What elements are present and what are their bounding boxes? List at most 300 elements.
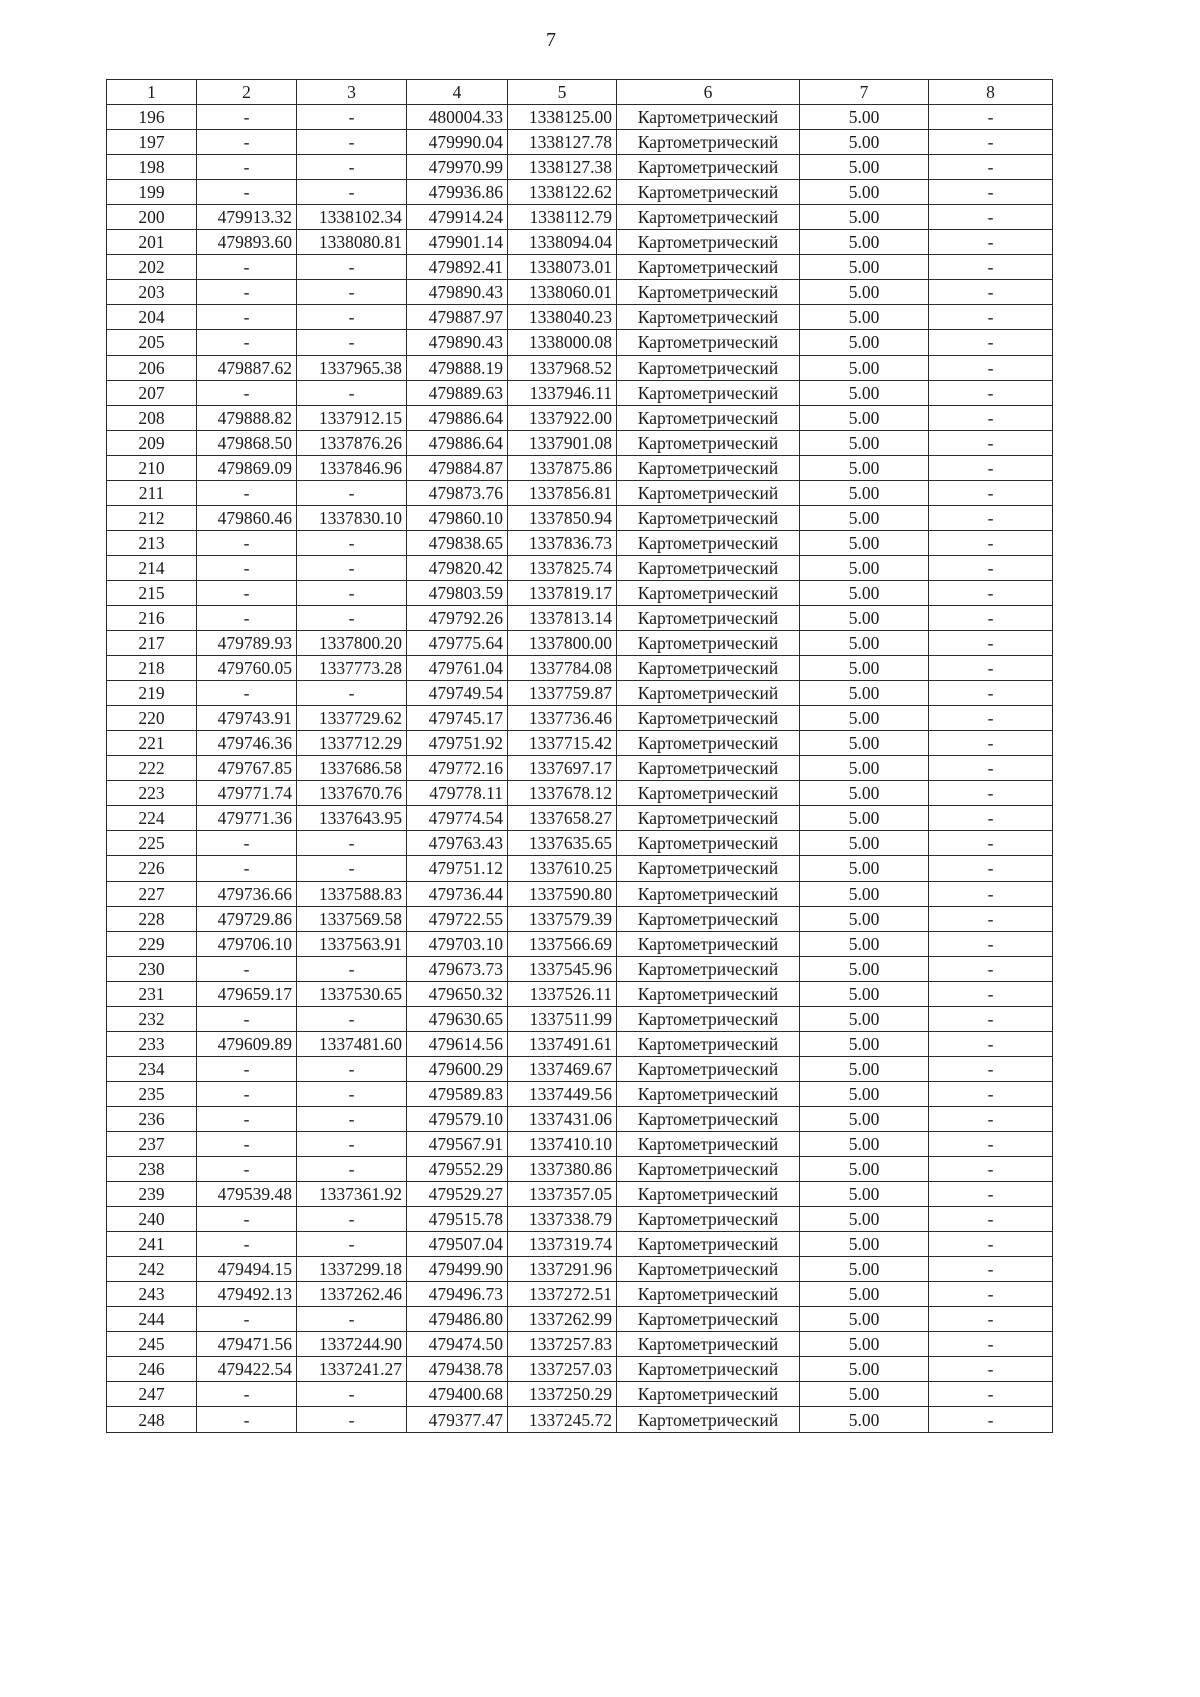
table-cell: 1337968.52 — [508, 355, 617, 380]
table-cell: 1338094.04 — [508, 230, 617, 255]
table-cell: - — [929, 656, 1053, 681]
table-cell: 222 — [107, 756, 197, 781]
table-cell: - — [929, 781, 1053, 806]
table-cell: 1337338.79 — [508, 1207, 617, 1232]
table-cell: 479901.14 — [407, 230, 508, 255]
table-row — [107, 205, 1053, 230]
table-cell: 479936.86 — [407, 180, 508, 205]
table-cell: 479729.86 — [197, 906, 297, 931]
table-cell: - — [929, 455, 1053, 480]
table-cell: - — [197, 530, 297, 555]
table-cell: 1338080.81 — [297, 230, 407, 255]
table-cell: 223 — [107, 781, 197, 806]
table-cell: Картометрический — [617, 1407, 800, 1432]
table-row — [107, 756, 1053, 781]
table-row — [107, 230, 1053, 255]
table-row — [107, 280, 1053, 305]
table-cell: Картометрический — [617, 931, 800, 956]
table-cell: Картометрический — [617, 130, 800, 155]
table-cell: 479600.29 — [407, 1056, 508, 1081]
table-row — [107, 1382, 1053, 1407]
table-cell: - — [297, 130, 407, 155]
table-cell: 1337670.76 — [297, 781, 407, 806]
table-cell: 479869.09 — [197, 455, 297, 480]
table-cell: - — [197, 605, 297, 630]
table-cell: 5.00 — [800, 1332, 929, 1357]
table-cell: - — [929, 1332, 1053, 1357]
table-cell: 1338127.78 — [508, 130, 617, 155]
table-cell: - — [929, 756, 1053, 781]
table-cell: 1337380.86 — [508, 1157, 617, 1182]
table-cell: 215 — [107, 580, 197, 605]
table-cell: 5.00 — [800, 1106, 929, 1131]
table-cell: 5.00 — [800, 180, 929, 205]
table-cell: Картометрический — [617, 1157, 800, 1182]
table-cell: 5.00 — [800, 1006, 929, 1031]
table-cell: - — [929, 1182, 1053, 1207]
table-cell: 5.00 — [800, 155, 929, 180]
table-cell: - — [197, 480, 297, 505]
table-row — [107, 1031, 1053, 1056]
table-cell: 479860.46 — [197, 505, 297, 530]
table-row — [107, 105, 1053, 130]
table-cell: - — [929, 1257, 1053, 1282]
table-cell: 1337736.46 — [508, 706, 617, 731]
table-cell: - — [929, 555, 1053, 580]
table-cell: 5.00 — [800, 105, 929, 130]
table-row — [107, 455, 1053, 480]
table-cell: - — [929, 180, 1053, 205]
table-cell: 479771.36 — [197, 806, 297, 831]
table-row — [107, 881, 1053, 906]
table-cell: - — [929, 430, 1053, 455]
table-cell: - — [197, 856, 297, 881]
table-cell: 1337800.20 — [297, 631, 407, 656]
table-cell: 5.00 — [800, 1407, 929, 1432]
table-cell: 1337846.96 — [297, 455, 407, 480]
table-cell: - — [297, 1106, 407, 1131]
table-cell: Картометрический — [617, 1382, 800, 1407]
table-cell: 5.00 — [800, 405, 929, 430]
table-cell: Картометрический — [617, 330, 800, 355]
table-cell: 479609.89 — [197, 1031, 297, 1056]
table-cell: 240 — [107, 1207, 197, 1232]
table-cell: 238 — [107, 1157, 197, 1182]
table-cell: 5.00 — [800, 305, 929, 330]
table-cell: 1337579.39 — [508, 906, 617, 931]
table-cell: 234 — [107, 1056, 197, 1081]
table-cell: - — [297, 1407, 407, 1432]
table-cell: Картометрический — [617, 205, 800, 230]
column-header-3: 3 — [297, 80, 407, 105]
table-cell: - — [929, 305, 1053, 330]
table-cell: - — [929, 605, 1053, 630]
table-cell: 1337291.96 — [508, 1257, 617, 1282]
table-cell: Картометрический — [617, 831, 800, 856]
table-cell: 1338125.00 — [508, 105, 617, 130]
table-row — [107, 1357, 1053, 1382]
table-cell: - — [929, 881, 1053, 906]
table-row — [107, 1307, 1053, 1332]
table-row — [107, 731, 1053, 756]
table-row — [107, 1081, 1053, 1106]
table-cell: 1337262.99 — [508, 1307, 617, 1332]
table-cell: 212 — [107, 505, 197, 530]
table-cell: - — [297, 1382, 407, 1407]
table-cell: - — [929, 330, 1053, 355]
table-cell: 211 — [107, 480, 197, 505]
table-row — [107, 1157, 1053, 1182]
table-cell: - — [929, 1307, 1053, 1332]
table-cell: - — [297, 831, 407, 856]
table-cell: Картометрический — [617, 1131, 800, 1156]
table-row — [107, 1182, 1053, 1207]
table-cell: 5.00 — [800, 1257, 929, 1282]
table-cell: 247 — [107, 1382, 197, 1407]
table-cell: 5.00 — [800, 656, 929, 681]
table-cell: 479792.26 — [407, 605, 508, 630]
table-cell: 1337712.29 — [297, 731, 407, 756]
table-cell: - — [197, 330, 297, 355]
table-cell: 5.00 — [800, 906, 929, 931]
table-row — [107, 706, 1053, 731]
table-cell: 1337257.03 — [508, 1357, 617, 1382]
table-cell: 479893.60 — [197, 230, 297, 255]
table-cell: 206 — [107, 355, 197, 380]
column-header-7: 7 — [800, 80, 929, 105]
table-cell: 479774.54 — [407, 806, 508, 831]
table-cell: 243 — [107, 1282, 197, 1307]
table-cell: 479803.59 — [407, 580, 508, 605]
table-cell: 1337257.83 — [508, 1332, 617, 1357]
table-cell: 5.00 — [800, 455, 929, 480]
table-cell: 231 — [107, 981, 197, 1006]
table-cell: 5.00 — [800, 731, 929, 756]
table-cell: - — [929, 480, 1053, 505]
table-cell: 1337361.92 — [297, 1182, 407, 1207]
table-cell: 479494.15 — [197, 1257, 297, 1282]
table-cell: Картометрический — [617, 681, 800, 706]
table-cell: - — [197, 681, 297, 706]
table-cell: 479722.55 — [407, 906, 508, 931]
table-cell: 205 — [107, 330, 197, 355]
table-cell: - — [297, 1006, 407, 1031]
table-cell: 479499.90 — [407, 1257, 508, 1282]
table-row — [107, 355, 1053, 380]
table-cell: - — [297, 555, 407, 580]
table-cell: 5.00 — [800, 1157, 929, 1182]
table-cell: - — [929, 1131, 1053, 1156]
table-cell: 1337876.26 — [297, 430, 407, 455]
table-cell: 479736.44 — [407, 881, 508, 906]
table-cell: 242 — [107, 1257, 197, 1282]
table-cell: 213 — [107, 530, 197, 555]
table-cell: 230 — [107, 956, 197, 981]
table-cell: - — [929, 580, 1053, 605]
table-cell: - — [297, 856, 407, 881]
table-cell: - — [197, 1407, 297, 1432]
table-cell: - — [929, 530, 1053, 555]
table-cell: 1337635.65 — [508, 831, 617, 856]
table-cell: 248 — [107, 1407, 197, 1432]
table-cell: Картометрический — [617, 1332, 800, 1357]
table-cell: 479438.78 — [407, 1357, 508, 1382]
table-row — [107, 605, 1053, 630]
table-cell: 199 — [107, 180, 197, 205]
table-cell: Картометрический — [617, 605, 800, 630]
table-cell: 5.00 — [800, 330, 929, 355]
table-cell: 5.00 — [800, 1207, 929, 1232]
table-cell: - — [929, 130, 1053, 155]
table-cell: - — [929, 1232, 1053, 1257]
table-cell: Картометрический — [617, 956, 800, 981]
table-cell: 479887.62 — [197, 355, 297, 380]
table-cell: 479892.41 — [407, 255, 508, 280]
table-cell: 216 — [107, 605, 197, 630]
table-cell: Картометрический — [617, 1081, 800, 1106]
table-cell: 479471.56 — [197, 1332, 297, 1357]
table-cell: 5.00 — [800, 756, 929, 781]
table-cell: 202 — [107, 255, 197, 280]
table-cell: 1337511.99 — [508, 1006, 617, 1031]
column-header-1: 1 — [107, 80, 197, 105]
table-cell: Картометрический — [617, 1282, 800, 1307]
table-cell: 479890.43 — [407, 280, 508, 305]
table-cell: Картометрический — [617, 455, 800, 480]
table-cell: 5.00 — [800, 881, 929, 906]
table-cell: - — [297, 180, 407, 205]
table-cell: - — [197, 1131, 297, 1156]
table-cell: - — [297, 956, 407, 981]
table-cell: 479746.36 — [197, 731, 297, 756]
table-cell: - — [929, 255, 1053, 280]
table-cell: Картометрический — [617, 1182, 800, 1207]
table-cell: 480004.33 — [407, 105, 508, 130]
table-cell: 1337697.17 — [508, 756, 617, 781]
table-cell: 479889.63 — [407, 380, 508, 405]
table-cell: - — [197, 130, 297, 155]
table-cell: - — [929, 956, 1053, 981]
table-cell: 1337469.67 — [508, 1056, 617, 1081]
table-cell: 1337588.83 — [297, 881, 407, 906]
table-cell: Картометрический — [617, 1357, 800, 1382]
table-cell: 1337825.74 — [508, 555, 617, 580]
table-cell: 5.00 — [800, 555, 929, 580]
table-row — [107, 781, 1053, 806]
table-row — [107, 856, 1053, 881]
table-cell: Картометрический — [617, 305, 800, 330]
table-cell: - — [297, 255, 407, 280]
table-cell: 229 — [107, 931, 197, 956]
table-row — [107, 981, 1053, 1006]
table-cell: Картометрический — [617, 1307, 800, 1332]
table-cell: - — [297, 1207, 407, 1232]
table-cell: 221 — [107, 731, 197, 756]
table-cell: Картометрический — [617, 656, 800, 681]
table-cell: - — [197, 1232, 297, 1257]
table-row — [107, 631, 1053, 656]
table-row — [107, 1282, 1053, 1307]
table-cell: Картометрический — [617, 180, 800, 205]
table-row — [107, 505, 1053, 530]
table-cell: - — [297, 1157, 407, 1182]
table-cell: 479990.04 — [407, 130, 508, 155]
table-cell: 479914.24 — [407, 205, 508, 230]
table-cell: Картометрический — [617, 731, 800, 756]
table-cell: 479913.32 — [197, 205, 297, 230]
table-cell: - — [197, 1006, 297, 1031]
table-cell: - — [929, 1407, 1053, 1432]
table-cell: 479888.82 — [197, 405, 297, 430]
table-cell: 1338122.62 — [508, 180, 617, 205]
column-header-6: 6 — [617, 80, 800, 105]
table-cell: 1337245.72 — [508, 1407, 617, 1432]
table-row — [107, 330, 1053, 355]
table-cell: - — [197, 380, 297, 405]
table-cell: 479749.54 — [407, 681, 508, 706]
table-cell: - — [297, 380, 407, 405]
table-cell: Картометрический — [617, 555, 800, 580]
table-cell: 197 — [107, 130, 197, 155]
table-cell: - — [197, 1106, 297, 1131]
table-cell: - — [297, 480, 407, 505]
table-row — [107, 405, 1053, 430]
table-cell: 228 — [107, 906, 197, 931]
table-row — [107, 1332, 1053, 1357]
table-cell: - — [297, 1131, 407, 1156]
table-cell: 5.00 — [800, 631, 929, 656]
table-cell: - — [929, 806, 1053, 831]
table-cell: 1337272.51 — [508, 1282, 617, 1307]
table-cell: 5.00 — [800, 530, 929, 555]
table-cell: 1337526.11 — [508, 981, 617, 1006]
table-cell: 479552.29 — [407, 1157, 508, 1182]
table-cell: Картометрический — [617, 505, 800, 530]
table-cell: 479422.54 — [197, 1357, 297, 1382]
table-cell: 217 — [107, 631, 197, 656]
table-cell: 1337431.06 — [508, 1106, 617, 1131]
table-header — [107, 80, 1053, 105]
table-cell: 236 — [107, 1106, 197, 1131]
table-cell: - — [929, 681, 1053, 706]
table-cell: 5.00 — [800, 1357, 929, 1382]
table-cell: 1337830.10 — [297, 505, 407, 530]
table-cell: 479886.64 — [407, 430, 508, 455]
table-cell: - — [929, 1382, 1053, 1407]
table-row — [107, 1056, 1053, 1081]
table-cell: 479659.17 — [197, 981, 297, 1006]
table-cell: 479751.12 — [407, 856, 508, 881]
table-cell: Картометрический — [617, 756, 800, 781]
table-cell: - — [297, 1056, 407, 1081]
table-cell: - — [929, 631, 1053, 656]
table-row — [107, 931, 1053, 956]
table-cell: - — [197, 155, 297, 180]
table-cell: - — [929, 706, 1053, 731]
table-cell: - — [929, 205, 1053, 230]
table-cell: 209 — [107, 430, 197, 455]
table-cell: - — [297, 681, 407, 706]
table-cell: - — [297, 1232, 407, 1257]
table-cell: - — [197, 956, 297, 981]
table-cell: 237 — [107, 1131, 197, 1156]
table-cell: 479888.19 — [407, 355, 508, 380]
table-cell: - — [929, 1031, 1053, 1056]
column-header-8: 8 — [929, 80, 1053, 105]
table-cell: - — [197, 280, 297, 305]
table-cell: 1337729.62 — [297, 706, 407, 731]
table-cell: 5.00 — [800, 956, 929, 981]
table-cell: 479515.78 — [407, 1207, 508, 1232]
table-cell: Картометрический — [617, 405, 800, 430]
table-cell: Картометрический — [617, 430, 800, 455]
table-cell: 1337836.73 — [508, 530, 617, 555]
table-cell: 1337686.58 — [297, 756, 407, 781]
table-cell: 1337563.91 — [297, 931, 407, 956]
table-cell: - — [929, 731, 1053, 756]
table-cell: 1337875.86 — [508, 455, 617, 480]
table-cell: 5.00 — [800, 981, 929, 1006]
table-cell: 1337491.61 — [508, 1031, 617, 1056]
table-row — [107, 1257, 1053, 1282]
table-cell: 5.00 — [800, 806, 929, 831]
table-cell: 225 — [107, 831, 197, 856]
table-cell: - — [929, 1006, 1053, 1031]
table-row — [107, 1232, 1053, 1257]
table-cell: 5.00 — [800, 706, 929, 731]
table-cell: 1337569.58 — [297, 906, 407, 931]
table-row — [107, 1106, 1053, 1131]
table-row — [107, 656, 1053, 681]
table-cell: 226 — [107, 856, 197, 881]
table-cell: 1338112.79 — [508, 205, 617, 230]
table-cell: - — [929, 1157, 1053, 1182]
table-cell: 479751.92 — [407, 731, 508, 756]
table-cell: 210 — [107, 455, 197, 480]
table-cell: 479736.66 — [197, 881, 297, 906]
table-cell: 204 — [107, 305, 197, 330]
table-cell: 479761.04 — [407, 656, 508, 681]
table-cell: 479579.10 — [407, 1106, 508, 1131]
table-cell: 1337850.94 — [508, 505, 617, 530]
table-cell: 5.00 — [800, 1307, 929, 1332]
table-cell: 218 — [107, 656, 197, 681]
table-cell: Картометрический — [617, 981, 800, 1006]
table-cell: 246 — [107, 1357, 197, 1382]
table-cell: 5.00 — [800, 1182, 929, 1207]
table-cell: 1337244.90 — [297, 1332, 407, 1357]
table-cell: 479860.10 — [407, 505, 508, 530]
table-cell: 479474.50 — [407, 1332, 508, 1357]
table-cell: 5.00 — [800, 1056, 929, 1081]
table-cell: Картометрический — [617, 255, 800, 280]
table-row — [107, 530, 1053, 555]
table-cell: 1337784.08 — [508, 656, 617, 681]
table-row — [107, 1407, 1053, 1432]
table-row — [107, 956, 1053, 981]
table-cell: 479400.68 — [407, 1382, 508, 1407]
table-cell: 227 — [107, 881, 197, 906]
table-row — [107, 906, 1053, 931]
header-row — [107, 80, 1053, 105]
table-cell: 1337241.27 — [297, 1357, 407, 1382]
table-row — [107, 430, 1053, 455]
table-cell: - — [929, 1056, 1053, 1081]
table-cell: - — [929, 380, 1053, 405]
table-cell: 1337715.42 — [508, 731, 617, 756]
table-cell: 5.00 — [800, 931, 929, 956]
table-cell: 5.00 — [800, 1232, 929, 1257]
